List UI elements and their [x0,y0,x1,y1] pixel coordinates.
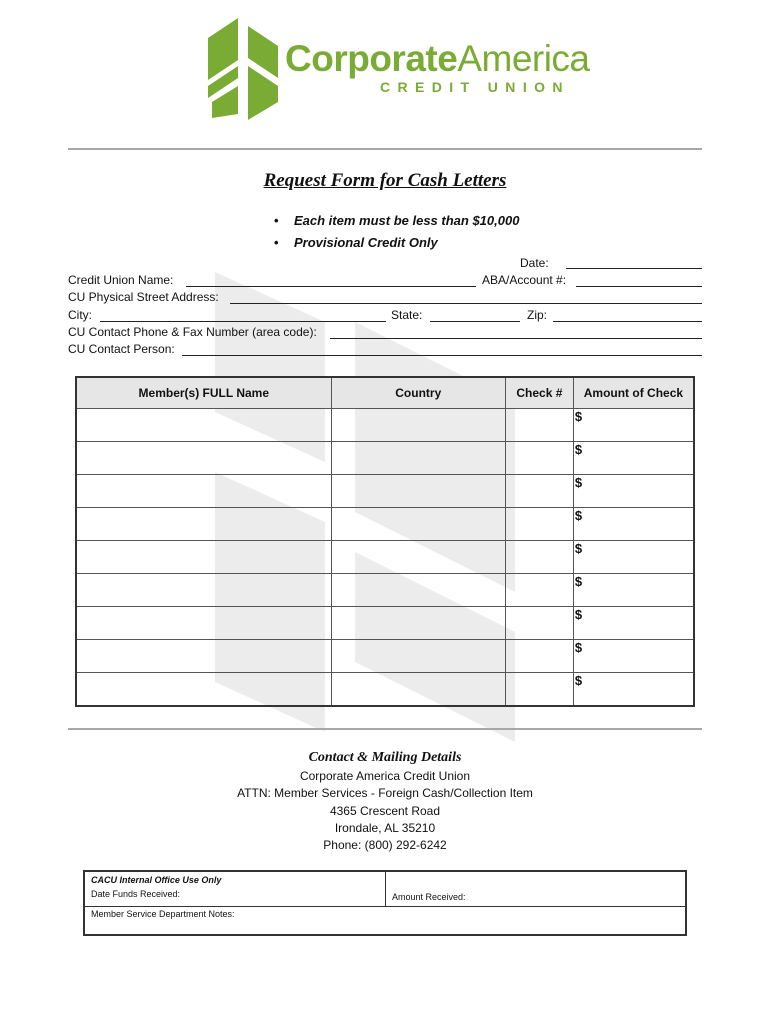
amount-cell[interactable] [573,640,694,673]
country-cell[interactable] [331,607,505,640]
logo-subtitle: CREDIT UNION [380,79,570,95]
column-header-check-number: Check # [505,377,573,409]
credit-union-name-label: Credit Union Name: [68,273,174,287]
currency-symbol: $ [574,541,583,556]
currency-symbol: $ [574,574,583,589]
amount-cell[interactable] [573,541,694,574]
street-address-field[interactable] [230,303,702,304]
table-row [76,574,694,607]
office-use-box [83,870,687,936]
amount-cell[interactable] [573,673,694,707]
column-header-amount: Amount of Check [573,377,694,409]
country-cell[interactable] [331,541,505,574]
footer-divider [68,728,702,730]
members-table [75,376,695,707]
currency-symbol: $ [574,409,583,424]
form-title: Request Form for Cash Letters [263,170,507,191]
amount-cell[interactable] [573,475,694,508]
city-label: City: [68,308,92,322]
state-field[interactable] [430,321,520,322]
currency-symbol: $ [574,508,583,523]
check-number-cell[interactable] [505,640,573,673]
header-divider [68,148,702,150]
amount-cell[interactable] [573,508,694,541]
contact-line: 4365 Crescent Road [329,803,441,818]
date-label: Date: [520,256,549,270]
member-name-cell[interactable] [76,541,331,574]
logo-word-bold: Corporate [285,38,458,79]
contact-person-label: CU Contact Person: [68,342,175,356]
table-row [76,409,694,442]
member-name-cell[interactable] [76,442,331,475]
member-name-cell[interactable] [76,508,331,541]
aba-account-label: ABA/Account #: [482,273,567,287]
country-cell[interactable] [331,442,505,475]
street-address-label: CU Physical Street Address: [68,290,219,304]
member-name-cell[interactable] [76,607,331,640]
check-number-cell[interactable] [505,574,573,607]
contact-line: Corporate America Credit Union [299,769,471,783]
table-row [76,541,694,574]
country-cell[interactable] [331,673,505,707]
date-funds-label: Date Funds Received: [91,889,181,899]
office-box-divider [385,872,386,906]
phone-fax-field[interactable] [330,338,702,339]
table-row [76,607,694,640]
amount-received-label: Amount Received: [392,892,466,902]
aba-account-field[interactable] [576,286,702,287]
member-name-cell[interactable] [76,574,331,607]
office-box-divider [85,906,685,907]
check-number-cell[interactable] [505,475,573,508]
logo-word-light: America [457,38,590,79]
country-cell[interactable] [331,640,505,673]
table-row [76,442,694,475]
currency-symbol: $ [574,442,583,457]
zip-label: Zip: [527,308,548,322]
check-number-cell[interactable] [505,673,573,707]
country-cell[interactable] [331,574,505,607]
member-name-cell[interactable] [76,673,331,707]
column-header-name: Member(s) FULL Name [76,377,331,409]
check-number-cell[interactable] [505,508,573,541]
check-number-cell[interactable] [505,607,573,640]
logo-wordmark [285,38,590,80]
check-number-cell[interactable] [505,541,573,574]
contact-line: ATTN: Member Services - Foreign Cash/Collection Item [237,786,533,801]
contact-heading: Contact & Mailing Details [308,750,462,765]
city-field[interactable] [100,321,386,322]
currency-symbol: $ [574,475,583,490]
amount-cell[interactable] [573,574,694,607]
currency-symbol: $ [574,673,583,688]
logo-mark-icon [208,18,278,120]
amount-cell[interactable] [573,607,694,640]
check-number-cell[interactable] [505,409,573,442]
country-cell[interactable] [331,475,505,508]
requirement-item: • Each item must be less than $10,000 [272,210,519,232]
requirements-list [272,210,519,254]
table-header-row [76,377,694,409]
member-name-cell[interactable] [76,409,331,442]
contact-details [0,748,770,854]
table-row [76,475,694,508]
country-cell[interactable] [331,508,505,541]
office-use-title: CACU Internal Office Use Only [91,875,222,885]
contact-line: Phone: (800) 292-6242 [323,838,447,853]
country-cell[interactable] [331,409,505,442]
currency-symbol: $ [574,607,583,622]
member-name-cell[interactable] [76,640,331,673]
state-label: State: [391,308,423,322]
table-row [76,673,694,707]
table-row [76,640,694,673]
contact-line: Irondale, AL 35210 [334,820,436,835]
notes-label: Member Service Department Notes: [91,909,235,919]
member-name-cell[interactable] [76,475,331,508]
amount-cell[interactable] [573,442,694,475]
credit-union-name-field[interactable] [186,286,476,287]
phone-fax-label: CU Contact Phone & Fax Number (area code): [68,325,317,339]
requirement-item: • Provisional Credit Only [272,232,519,254]
date-field[interactable] [566,268,702,269]
table-row [76,508,694,541]
currency-symbol: $ [574,640,583,655]
check-number-cell[interactable] [505,442,573,475]
contact-person-field[interactable] [182,355,702,356]
column-header-country: Country [331,377,505,409]
zip-field[interactable] [553,321,702,322]
amount-cell[interactable] [573,409,694,442]
